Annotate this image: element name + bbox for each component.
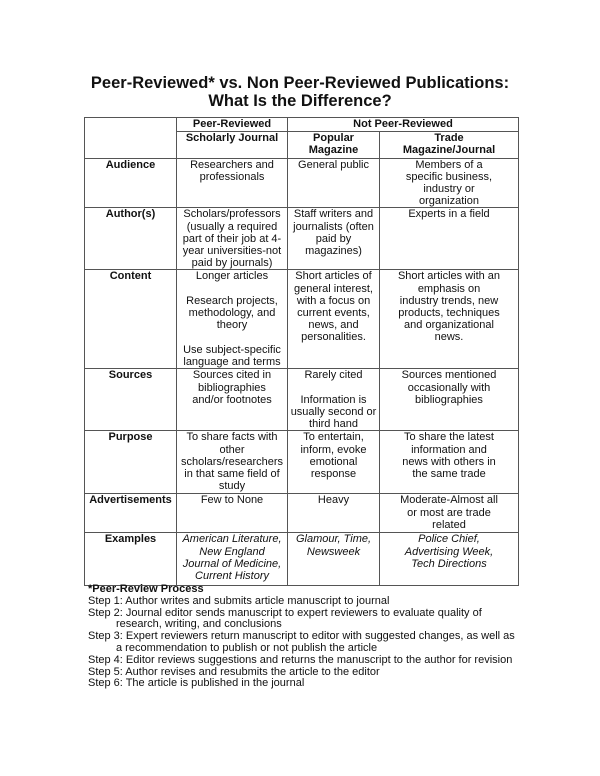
- table-cell: Experts in a field: [380, 208, 519, 270]
- table-cell: Short articles of general interest, with a focus on current events, news, and personalities.: [288, 270, 380, 369]
- table-row: [85, 369, 519, 431]
- process-step: Step 4: Editor reviews suggestions and returns the manuscript to the author for revision: [88, 653, 513, 666]
- table-row: [85, 208, 519, 270]
- process-heading: *Peer-Review Process: [88, 583, 204, 595]
- row-label: Examples: [85, 533, 177, 586]
- row-label: Audience: [85, 158, 177, 208]
- document-title-line2: What Is the Difference?: [208, 92, 392, 110]
- table-cell: General public: [288, 158, 380, 208]
- col-header-scholarly: Scholarly Journal: [177, 131, 288, 158]
- table-cell: To share the latest information and news with others in the same trade: [380, 431, 519, 494]
- table-cell: Glamour, Time, Newsweek: [288, 533, 380, 586]
- table-cell: Scholars/professors (usually a required part of their job at 4- year universities-not paid by journals): [177, 208, 288, 270]
- table-row: [85, 270, 519, 369]
- row-label: Author(s): [85, 208, 177, 270]
- table-cell: To entertain, inform, evoke emotional response: [288, 431, 380, 494]
- process-step: Step 5: Author revises and resubmits the article to the editor: [88, 665, 380, 678]
- process-step-continued: research, writing, and conclusions: [116, 618, 282, 631]
- table-cell: Sources cited in bibliographies and/or footnotes: [177, 369, 288, 431]
- table-cell: Sources mentioned occasionally with bibliographies: [380, 369, 519, 431]
- table-cell: Researchers and professionals: [177, 158, 288, 208]
- process-step: Step 6: The article is published in the journal: [88, 677, 305, 690]
- table-row: [85, 431, 519, 494]
- table-row: [85, 494, 519, 533]
- table-cell: Short articles with an emphasis on industry trends, new products, techniques and organizational news.: [380, 270, 519, 369]
- group-header-not-peer-reviewed: Not Peer-Reviewed: [288, 118, 519, 132]
- process-step-continued: a recommendation to publish or not publish the article: [116, 641, 378, 654]
- table-cell: American Literature, New England Journal of Medicine, Current History: [177, 533, 288, 586]
- row-label: Advertisements: [85, 494, 177, 533]
- table-row: [85, 158, 519, 208]
- table-cell: Longer articles Research projects, methodology, and theory Use subject-specific language and terms: [177, 270, 288, 369]
- document-title-line1: Peer-Reviewed* vs. Non Peer-Reviewed Publications:: [90, 74, 510, 92]
- table-cell: Rarely cited Information is usually second or third hand: [288, 369, 380, 431]
- table-cell: Few to None: [177, 494, 288, 533]
- group-header-peer-reviewed: Peer-Reviewed: [177, 118, 288, 132]
- row-label: Content: [85, 270, 177, 369]
- process-step: Step 3: Expert reviewers return manuscript to editor with suggested changes, as well as: [88, 630, 515, 643]
- row-label: Purpose: [85, 431, 177, 494]
- corner-cell: [85, 118, 177, 159]
- comparison-table: [84, 117, 519, 586]
- table-cell: Heavy: [288, 494, 380, 533]
- col-header-trade: Trade Magazine/Journal: [380, 131, 519, 158]
- table-cell: Staff writers and journalists (often paid by magazines): [288, 208, 380, 270]
- process-step: Step 1: Author writes and submits article manuscript to journal: [88, 594, 390, 607]
- table-cell: Moderate-Almost all or most are trade related: [380, 494, 519, 533]
- table-cell: Members of a specific business, industry or organization: [380, 158, 519, 208]
- col-header-popular: Popular Magazine: [288, 131, 380, 158]
- table-row: [85, 533, 519, 586]
- table-cell: Police Chief, Advertising Week, Tech Directions: [380, 533, 519, 586]
- table-cell: To share facts with other scholars/researchers in that same field of study: [177, 431, 288, 494]
- peer-review-process: [88, 584, 588, 690]
- row-label: Sources: [85, 369, 177, 431]
- process-step: Step 2: Journal editor sends manuscript to expert reviewers to evaluate quality of: [88, 606, 482, 619]
